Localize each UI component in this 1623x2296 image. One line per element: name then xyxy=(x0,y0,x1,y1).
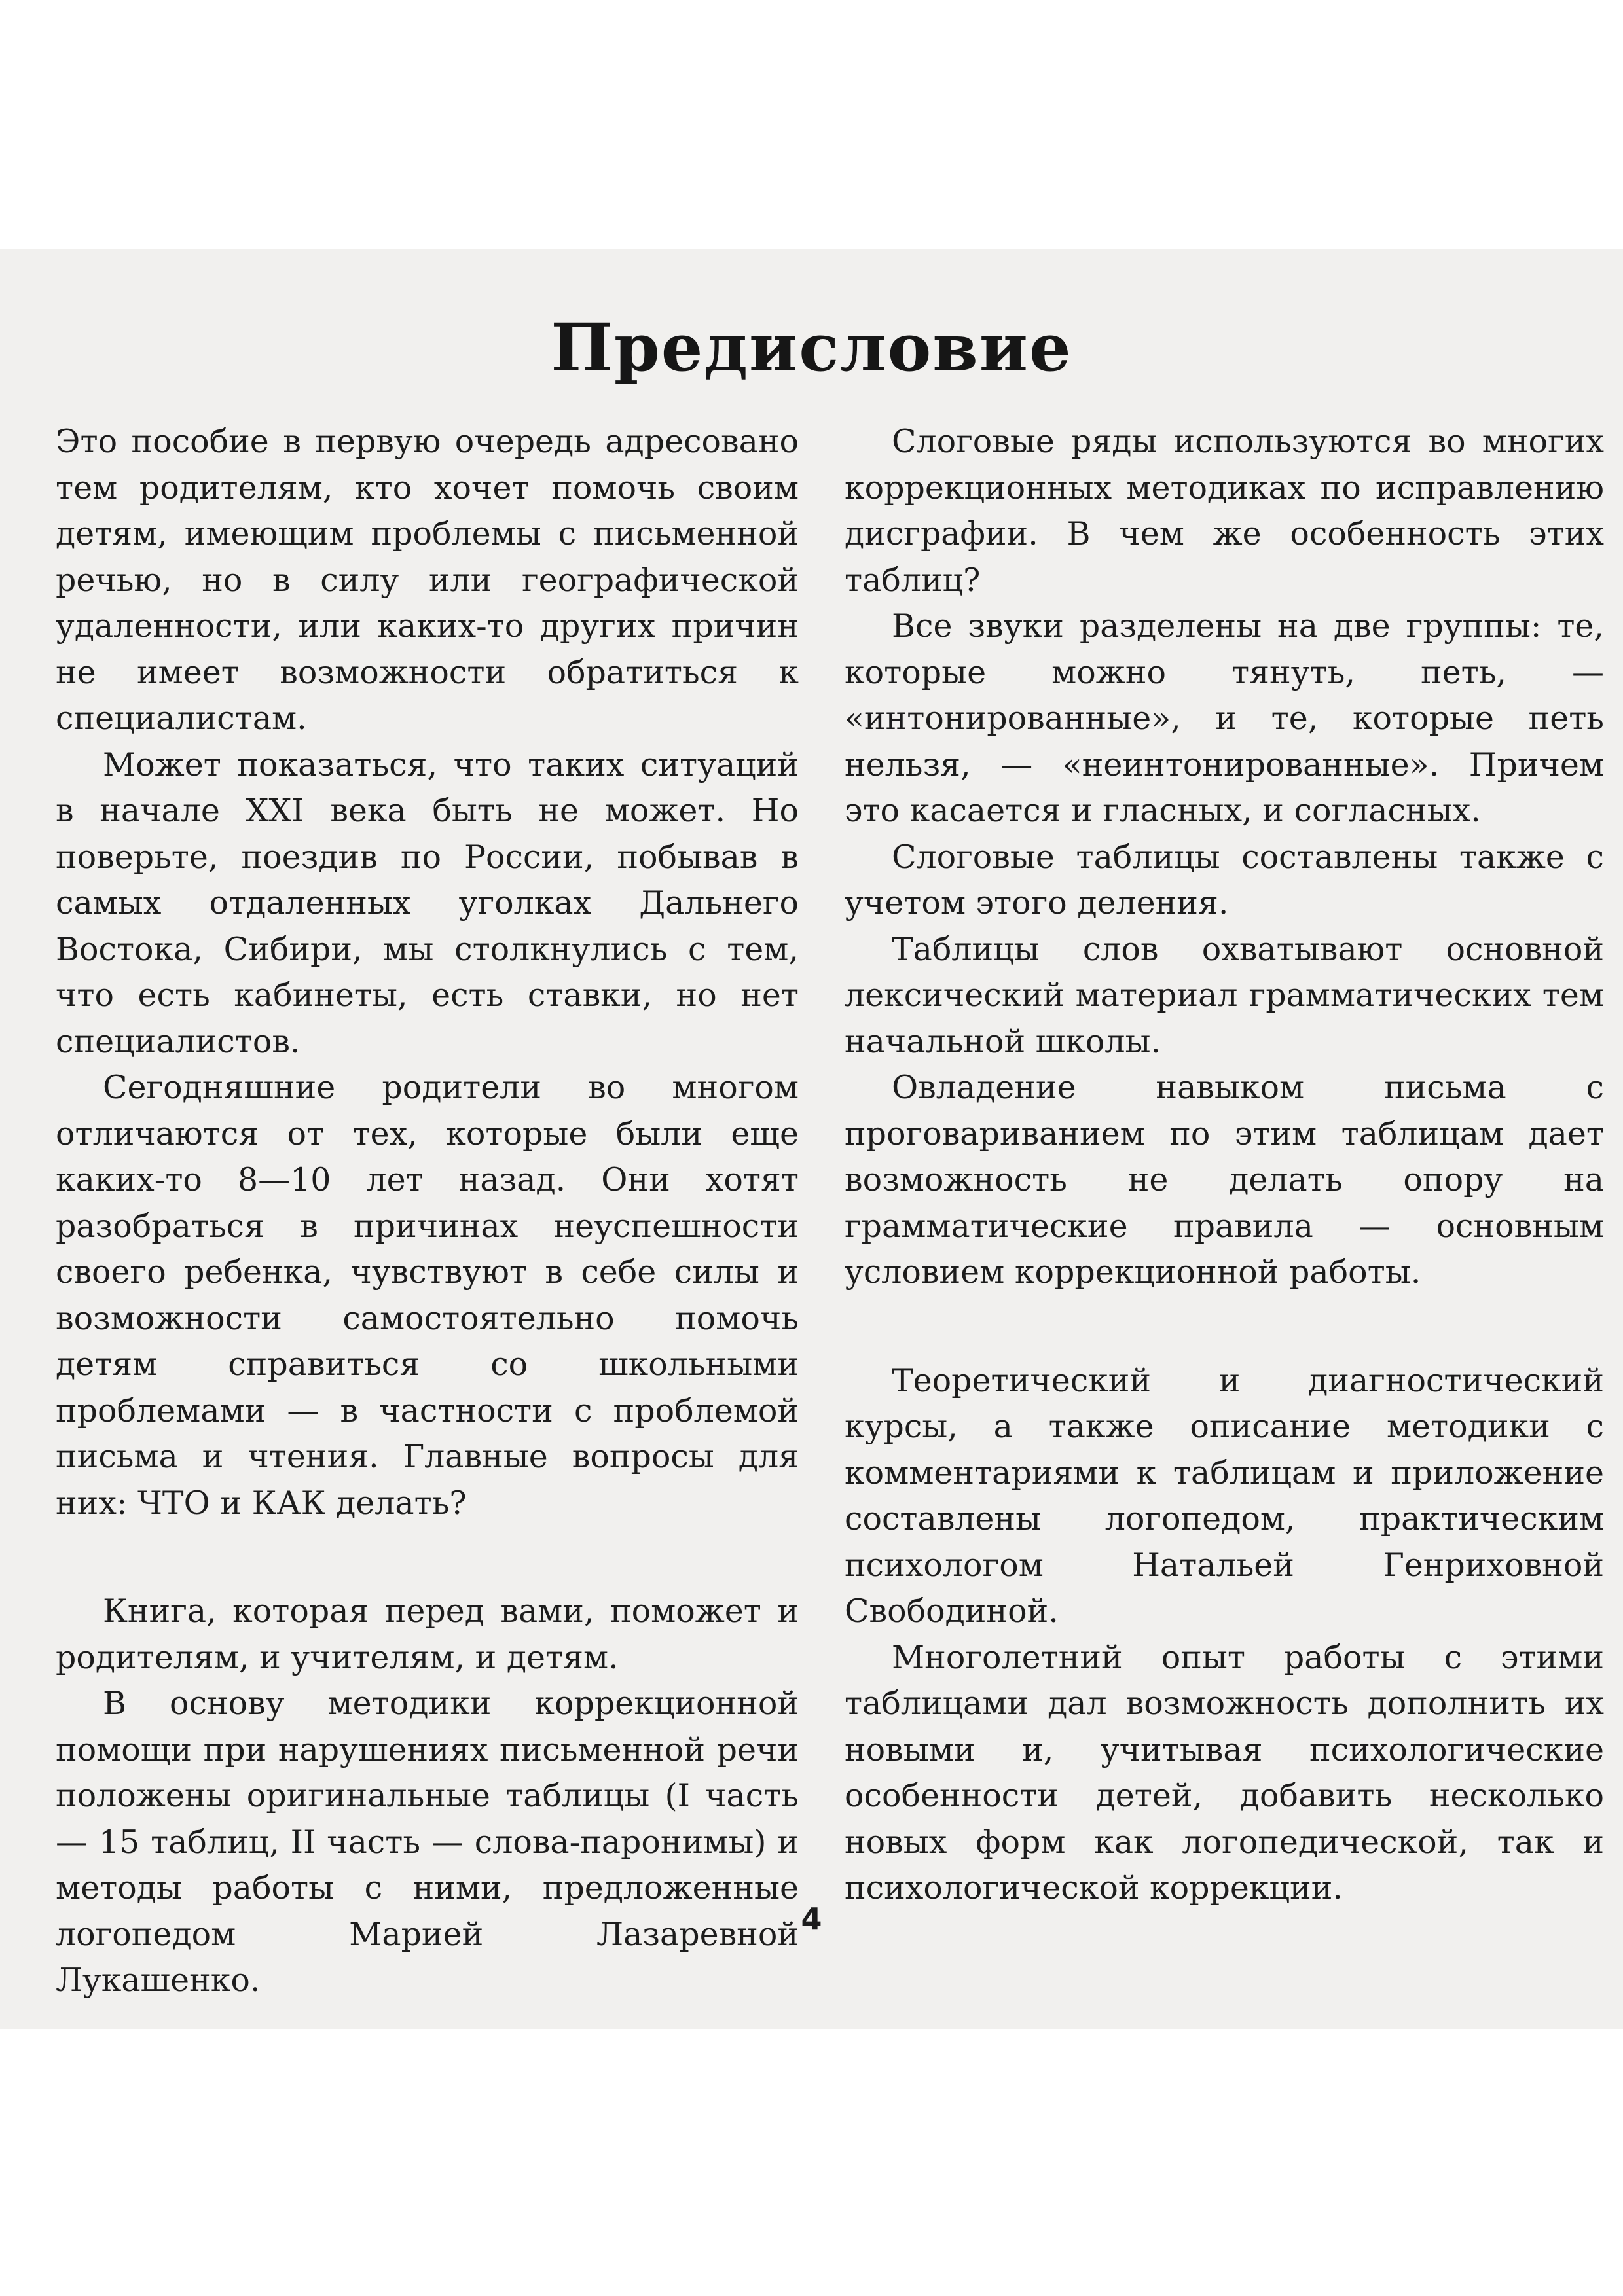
paragraph: Может показаться, что таких ситуаций в начале XXI века быть не может. Но поверьте, поездив по России, побывав в самых отдаленных уголках Дальнего Востока, Сибири, мы столкнулись с тем, что есть кабинеты, есть ставки, но нет специалистов. xyxy=(56,745,799,1060)
right-column xyxy=(845,419,1604,1912)
paragraph: Все звуки разделены на две группы: те, которые можно тянуть, петь, — «интонированные», и те, которые петь нельзя, — «неинтонированные». Причем это касается и гласных, и согласных. xyxy=(845,607,1604,829)
paragraph: Сегодняшние родители во многом отличаются от тех, которые были еще каких-то 8—10 лет назад. Они хотят разобраться в причинах неуспешности своего ребенка, чувствуют в себе силы и возможности самостоятельно помочь детям справиться со школьными проблемами — в частности с проблемой письма и чтения. Главные вопросы для них: ЧТО и КАК делать? xyxy=(56,1069,799,1522)
paragraph: Многолетний опыт работы с этими таблицами дал возможность дополнить их новыми и, учитывая психологические особенности детей, добавить несколько новых форм как логопедической, так и психологической коррекции. xyxy=(845,1638,1604,1907)
paragraph: Таблицы слов охватывают основной лексический материал грамматических тем начальной школы. xyxy=(845,930,1604,1060)
paragraph: Слоговые таблицы составлены также с учетом этого деления. xyxy=(845,838,1604,922)
paragraph: Книга, которая перед вами, поможет и родителям, и учителям, и детям. xyxy=(56,1592,799,1676)
page-number: 4 xyxy=(801,1901,822,1937)
paragraph: Овладение навыком письма с проговариванием по этим таблицам дает возможность не делать опору на грамматические правила — основным условием коррекционной работы. xyxy=(845,1069,1604,1291)
paragraph: Это пособие в первую очередь адресовано тем родителям, кто хочет помочь своим детям, имеющим проблемы с письменной речью, но в силу или географической удаленности, или каких-то других причин не имеет возможности обратиться к специалистам. xyxy=(56,423,799,737)
page-title: Предисловие xyxy=(551,309,1072,386)
paragraph: В основу методики коррекционной помощи при нарушениях письменной речи положены оригинальные таблицы (I часть — 15 таблиц, II часть — слова-паронимы) и методы работы с ними, предложенные логопедом Марией Лазаревной Лукашенко. xyxy=(56,1685,799,1999)
paragraph: Теоретический и диагностический курсы, а также описание методики с комментариями к таблицам и приложение составлены логопедом, практическим психологом Натальей Генриховной Свободиной. xyxy=(845,1361,1604,1630)
paragraph: Слоговые ряды используются во многих коррекционных методиках по исправлению дисграфии. В чем же особенность этих таблиц? xyxy=(845,423,1604,599)
left-column xyxy=(56,419,799,2004)
